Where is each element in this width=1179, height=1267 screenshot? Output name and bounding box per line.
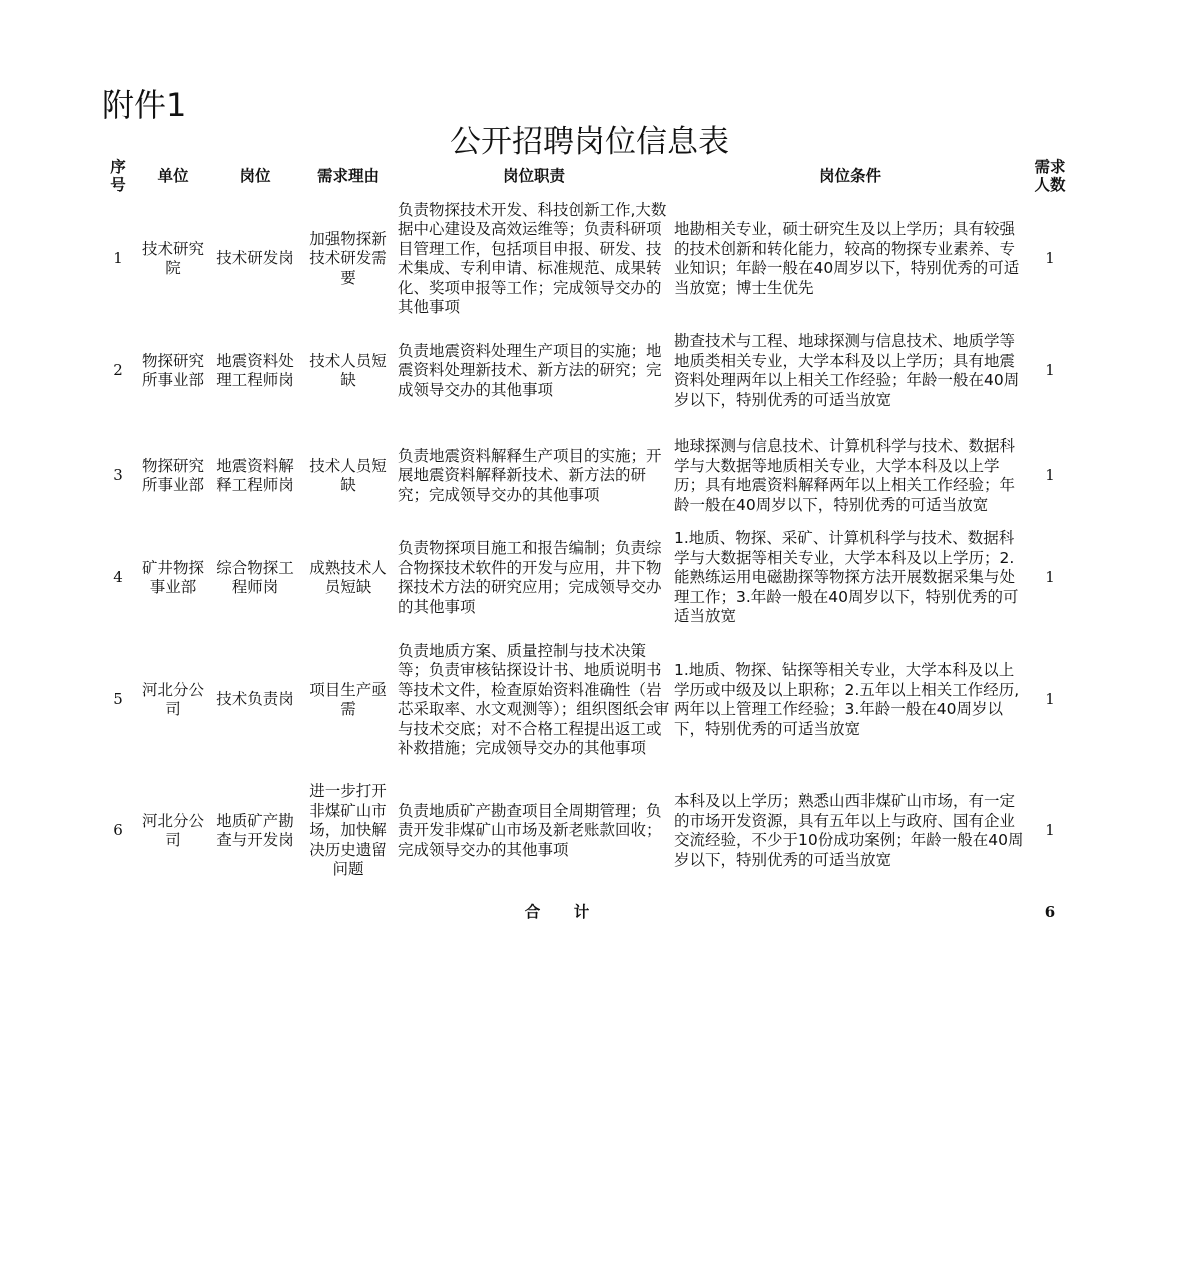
cell-count: 1 [1045, 361, 1055, 380]
cell-seq: 6 [113, 821, 123, 840]
cell-position: 地质矿产勘查与开发岗 [216, 811, 294, 849]
cell-reason: 项目生产亟需 [309, 680, 387, 718]
total-value: 6 [1044, 903, 1056, 922]
table-row [100, 318, 1072, 424]
recruitment-table [100, 152, 1072, 936]
cell-seq: 4 [113, 568, 123, 587]
cell-requirements: 地勘相关专业，硕士研究生及以上学历；具有较强的技术创新和转化能力，较高的物探专业素养、专业知识；年龄一般在40周岁以下，特别优秀的可适当放宽；博士生优先 [674, 220, 1020, 297]
total-row [100, 890, 1072, 936]
cell-duties: 负责地质方案、质量控制与技术决策等；负责审核钻探设计书、地质说明书等技术文件，检查原始资料准确性（岩芯采取率、水文观测等）；组织图纸会审与技术交底；对不合格工程提出返工或补救措施；完成领导交办的其他事项 [398, 641, 670, 757]
cell-seq: 2 [113, 361, 123, 380]
cell-requirements: 1.地质、物探、采矿、计算机科学与技术、数据科学与大数据等相关专业，大学本科及以上学历；2.能熟练运用电磁勘探等物探方法开展数据采集与处理工作；3.年龄一般在40周岁以下，特别优秀的可适当放宽 [674, 529, 1019, 626]
total-label: 合 计 [524, 903, 604, 922]
cell-requirements: 本科及以上学历；熟悉山西非煤矿山市场，有一定的市场开发资源，具有五年以上与政府、国有企业交流经验，不少于10份成功案例；年龄一般在40周岁以下，特别优秀的可适当放宽 [674, 792, 1024, 869]
page-title: 公开招聘岗位信息表 [450, 124, 729, 160]
cell-duties: 负责地质矿产勘查项目全周期管理；负责开发非煤矿山市场及新老账款回收；完成领导交办的其他事项 [398, 801, 662, 859]
cell-unit: 物探研究所事业部 [141, 456, 204, 494]
cell-position: 技术负责岗 [216, 690, 294, 709]
cell-duties: 负责物探项目施工和报告编制；负责综合物探技术软件的开发与应用，井下物探技术方法的研究应用；完成领导交办的其他事项 [398, 539, 662, 616]
header-reason: 需求理由 [316, 167, 379, 185]
cell-reason: 技术人员短缺 [309, 351, 387, 389]
cell-count: 1 [1045, 466, 1055, 485]
cell-reason: 进一步打开非煤矿山市场，加快解决历史遗留问题 [309, 782, 387, 879]
cell-duties: 负责地震资料解释生产项目的实施；开展地震资料解释新技术、新方法的研究；完成领导交办的其他事项 [398, 446, 662, 504]
header-count: 需求人数 [1034, 158, 1066, 194]
header-requirements: 岗位条件 [818, 167, 881, 185]
header-duties: 岗位职责 [502, 167, 565, 185]
cell-requirements: 地球探测与信息技术、计算机科学与技术、数据科学与大数据等地质相关专业，大学本科及以上学历；具有地震资料解释两年以上相关工作经验；年龄一般在40周岁以下，特别优秀的可适当放宽 [674, 437, 1016, 514]
cell-unit: 矿井物探事业部 [141, 558, 204, 596]
attachment-label: 附件1 [102, 86, 187, 124]
cell-reason: 技术人员短缺 [309, 456, 387, 494]
cell-count: 1 [1045, 568, 1055, 587]
table-row [100, 424, 1072, 528]
cell-position: 综合物探工程师岗 [216, 558, 294, 596]
table-row [100, 628, 1072, 772]
cell-duties: 负责物探技术开发、科技创新工作,大数据中心建设及高效运维等；负责科研项目管理工作，包括项目申报、研发、技术集成、专利申请、标准规范、成果转化、奖项申报等工作；完成领导交办的其他事项 [398, 200, 667, 316]
cell-position: 技术研发岗 [216, 249, 294, 268]
table-row [100, 528, 1072, 628]
cell-reason: 成熟技术人员短缺 [309, 558, 387, 596]
header-position: 岗位 [239, 167, 271, 185]
cell-requirements: 1.地质、物探、钻探等相关专业，大学本科及以上学历或中级及以上职称；2.五年以上相关工作经历,两年以上管理工作经验；3.年龄一般在40周岁以下，特别优秀的可适当放宽 [674, 661, 1020, 738]
cell-count: 1 [1045, 690, 1055, 709]
cell-unit: 物探研究所事业部 [141, 351, 204, 389]
cell-unit: 河北分公司 [141, 811, 204, 849]
cell-duties: 负责地震资料处理生产项目的实施；地震资料处理新技术、新方法的研究；完成领导交办的其他事项 [398, 341, 662, 399]
cell-count: 1 [1045, 249, 1055, 268]
cell-count: 1 [1045, 821, 1055, 840]
header-unit: 单位 [157, 167, 189, 185]
table-header-row [100, 152, 1072, 200]
cell-position: 地震资料解释工程师岗 [216, 456, 294, 494]
cell-seq: 1 [113, 249, 123, 268]
table-row [100, 772, 1072, 890]
cell-seq: 3 [113, 466, 123, 485]
cell-reason: 加强物探新技术研发需要 [309, 229, 387, 287]
cell-seq: 5 [113, 690, 123, 709]
header-seq: 序号 [110, 158, 126, 194]
cell-unit: 技术研究院 [141, 239, 204, 277]
cell-position: 地震资料处理工程师岗 [216, 351, 294, 389]
cell-unit: 河北分公司 [141, 680, 204, 718]
table-row [100, 200, 1072, 318]
cell-requirements: 勘查技术与工程、地球探测与信息技术、地质学等地质类相关专业，大学本科及以上学历；具有地震资料处理两年以上相关工作经验；年龄一般在40周岁以下，特别优秀的可适当放宽 [674, 332, 1020, 409]
